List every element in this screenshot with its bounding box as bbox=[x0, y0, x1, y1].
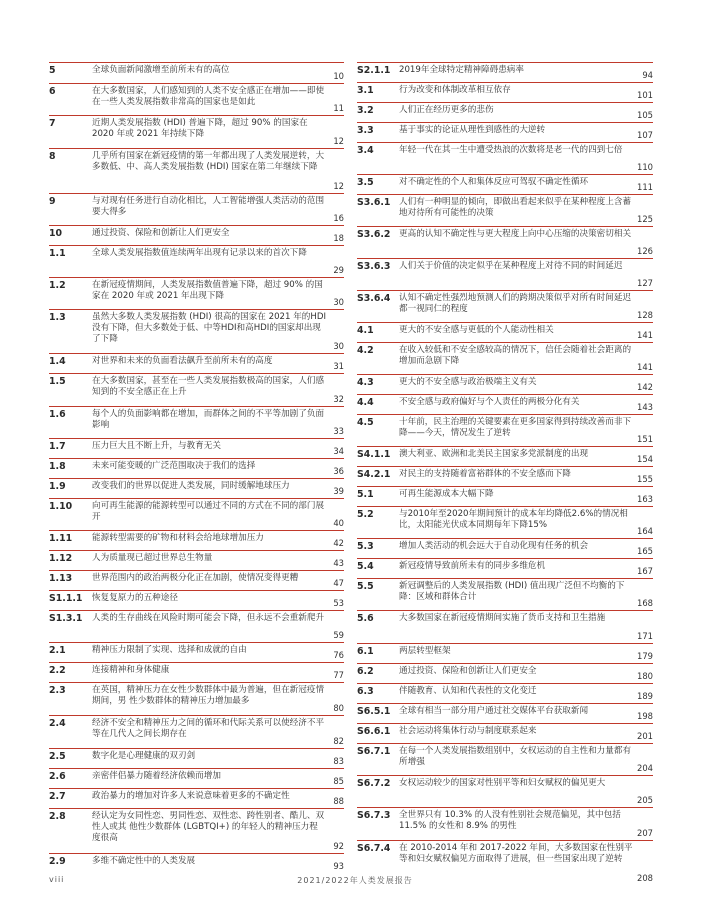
figure-number: 5.6 bbox=[357, 613, 374, 624]
toc-entry[interactable] bbox=[49, 662, 344, 682]
figure-number: S1.1.1 bbox=[49, 593, 83, 604]
figure-title: 数字化是心理健康的双刃剑 bbox=[92, 751, 196, 761]
toc-entry[interactable] bbox=[357, 194, 653, 226]
page-ref: 39 bbox=[333, 486, 344, 496]
toc-entry[interactable] bbox=[49, 530, 344, 550]
toc-entry[interactable] bbox=[357, 558, 653, 578]
toc-entry[interactable] bbox=[49, 193, 344, 225]
page-ref: 36 bbox=[333, 466, 344, 476]
figure-title: 人为质量现已超过世界总生物量 bbox=[92, 553, 213, 563]
page-ref: 11 bbox=[333, 103, 344, 113]
toc-entry[interactable] bbox=[357, 342, 653, 374]
figure-number: 6.1 bbox=[357, 646, 374, 657]
page-ref: 18 bbox=[333, 233, 344, 243]
toc-entry[interactable] bbox=[357, 258, 653, 290]
figure-number: 2.6 bbox=[49, 771, 66, 782]
toc-entry[interactable] bbox=[49, 353, 344, 373]
figure-title: 通过投资、保险和创新让人们更安全 bbox=[92, 228, 230, 238]
figure-title: 社会运动将集体行动与制度联系起来 bbox=[399, 726, 537, 736]
figure-number: S2.1.1 bbox=[357, 65, 391, 76]
figure-title: 全世界只有 10.3% 的人没有性别社会规范偏见，其中包括 11.5% 的女性和 8.9% 的男性 bbox=[399, 810, 621, 832]
toc-entry[interactable] bbox=[357, 466, 653, 486]
report-title: 2021/2022年人类发展报告 bbox=[297, 876, 413, 885]
toc-entry[interactable] bbox=[357, 142, 653, 174]
page-ref: 189 bbox=[637, 691, 653, 701]
figure-number: 2.2 bbox=[49, 665, 66, 676]
figure-number: 2.3 bbox=[49, 685, 66, 696]
toc-entry[interactable] bbox=[357, 174, 653, 194]
figure-number: S6.7.4 bbox=[357, 843, 391, 854]
figure-title: 不安全感与政府偏好与个人责任的两极分化有关 bbox=[399, 397, 580, 407]
figure-title: 连接精神和身体健康 bbox=[92, 665, 170, 675]
figure-title: 可再生能源成本大幅下降 bbox=[399, 489, 494, 499]
figure-number: 1.9 bbox=[49, 481, 66, 492]
figure-title: 与对现有任务进行自动化相比，人工智能增强人类活动的范围要大得多 bbox=[92, 196, 325, 218]
toc-entry[interactable] bbox=[357, 290, 653, 322]
toc-entry[interactable] bbox=[357, 723, 653, 743]
figure-title: 对民主的支持随着富裕群体的不安全感而下降 bbox=[399, 469, 571, 479]
figure-title: 两层转型框架 bbox=[399, 646, 451, 656]
page-ref: 83 bbox=[333, 756, 344, 766]
figure-number: 4.2 bbox=[357, 345, 374, 356]
toc-entry[interactable] bbox=[49, 62, 344, 83]
page-ref: 198 bbox=[637, 711, 653, 721]
figure-number: 5.2 bbox=[357, 509, 374, 520]
figure-title: 年轻一代在其一生中遭受热浪的次数将是老一代的四到七倍 bbox=[399, 145, 623, 155]
figure-number: S6.7.2 bbox=[357, 778, 391, 789]
page-ref: 167 bbox=[637, 566, 653, 576]
figure-number: 2.1 bbox=[49, 645, 66, 656]
page-ref: 168 bbox=[637, 598, 653, 608]
page-ref: 59 bbox=[333, 630, 344, 640]
figure-title: 向可再生能源的能源转型可以通过不同的方式在不同的部门展开 bbox=[92, 501, 325, 523]
figure-number: 1.4 bbox=[49, 356, 66, 367]
figure-title: 改变我们的世界以促进人类发展，同时缓解地球压力 bbox=[92, 481, 290, 491]
figure-number: 1.12 bbox=[49, 553, 73, 564]
figure-title: 能源转型需要的矿物和材料会给地球增加压力 bbox=[92, 533, 264, 543]
toc-entry[interactable] bbox=[49, 550, 344, 570]
page-ref: 179 bbox=[637, 651, 653, 661]
figure-number: 1.1 bbox=[49, 248, 66, 259]
figure-title: 人类的生存曲线在风险时期可能会下降，但永远不会重新爬升 bbox=[92, 613, 325, 623]
figure-number: 8 bbox=[49, 151, 56, 162]
page-ref: 128 bbox=[637, 310, 653, 320]
toc-entry[interactable] bbox=[357, 446, 653, 466]
page-ref: 180 bbox=[637, 671, 653, 681]
figure-title: 世界范围内的政治两极分化正在加剧，使情况变得更糟 bbox=[92, 573, 299, 583]
page-ref: 32 bbox=[333, 394, 344, 404]
figure-title: 基于事实的论证从理性到感性的大逆转 bbox=[399, 125, 546, 135]
toc-entry[interactable] bbox=[49, 245, 344, 277]
figure-title: 精神压力限制了实现、选择和成就的自由 bbox=[92, 645, 247, 655]
figure-title: 新冠调整后的人类发展指数 (HDI) 值出现广泛但不均衡的下降：区域和群体合计 bbox=[399, 581, 625, 603]
figure-title: 人们有一种明显的倾向，即做出看起来似乎在某种程度上含蓄地对待所有可能性的决策 bbox=[399, 197, 632, 219]
page-ref: 85 bbox=[333, 776, 344, 786]
toc-entry[interactable] bbox=[49, 148, 344, 193]
toc-entry[interactable] bbox=[357, 807, 653, 840]
toc-entry[interactable] bbox=[357, 226, 653, 258]
toc-entry[interactable] bbox=[357, 102, 653, 122]
figure-number: 2.5 bbox=[49, 751, 66, 762]
toc-entry[interactable] bbox=[357, 62, 653, 82]
page-ref: 42 bbox=[333, 538, 344, 548]
figure-number: S3.6.1 bbox=[357, 197, 391, 208]
figure-number: S4.1.1 bbox=[357, 449, 391, 460]
toc-entry[interactable] bbox=[357, 703, 653, 723]
figure-number: 3.3 bbox=[357, 125, 374, 136]
page-ref: 126 bbox=[637, 246, 653, 256]
toc-entry[interactable] bbox=[49, 788, 344, 808]
toc-column-left bbox=[49, 62, 344, 873]
toc-entry[interactable] bbox=[357, 683, 653, 703]
figure-title: 2019年全球特定精神障碍患病率 bbox=[399, 65, 524, 75]
toc-entry[interactable] bbox=[49, 642, 344, 662]
figure-title: 在新冠疫情期间，人类发展指数值普遍下降，超过 90% 的国家在 2020 年或 2021 年出现下降 bbox=[92, 280, 323, 302]
page-ref: 201 bbox=[637, 731, 653, 741]
page-ref: 207 bbox=[637, 828, 653, 838]
page-ref: 171 bbox=[637, 631, 653, 641]
figure-number: 7 bbox=[49, 118, 56, 129]
figure-title: 更大的不安全感与更低的个人能动性相关 bbox=[399, 325, 554, 335]
toc-entry[interactable] bbox=[357, 643, 653, 663]
figure-number: S6.7.3 bbox=[357, 810, 391, 821]
page-ref: 155 bbox=[637, 474, 653, 484]
figure-title: 多维不确定性中的人类发展 bbox=[92, 856, 196, 866]
figure-title: 认知不确定性强烈地预测人们的跨期决策似乎对所有时间延迟都一视同仁的程度 bbox=[399, 293, 632, 315]
figure-title: 对世界和未来的负面看法飙升至前所未有的高度 bbox=[92, 356, 273, 366]
figure-number: 1.7 bbox=[49, 441, 66, 452]
toc-entry[interactable] bbox=[49, 277, 344, 309]
toc-entry[interactable] bbox=[357, 122, 653, 142]
toc-entry[interactable] bbox=[357, 578, 653, 610]
figure-number: 4.5 bbox=[357, 417, 374, 428]
figure-title: 伴随教育、认知和代表性的文化变迁 bbox=[399, 686, 537, 696]
figure-number: 2.7 bbox=[49, 791, 66, 802]
toc-entry[interactable] bbox=[357, 374, 653, 394]
figure-number: 1.5 bbox=[49, 376, 66, 387]
page-ref: 53 bbox=[333, 598, 344, 608]
toc-column-right bbox=[357, 62, 653, 885]
page-ref: 82 bbox=[333, 736, 344, 746]
page-ref: 47 bbox=[333, 578, 344, 588]
page-ref: 151 bbox=[637, 434, 653, 444]
figure-title: 全球负面新闻激增至前所未有的高位 bbox=[92, 65, 230, 75]
page-ref: 164 bbox=[637, 526, 653, 536]
page-ref: 29 bbox=[333, 265, 344, 275]
page-ref: 40 bbox=[333, 518, 344, 528]
figure-number: 2.4 bbox=[49, 718, 66, 729]
figure-title: 行为改变和体制改革相互依存 bbox=[399, 85, 511, 95]
figure-title: 恢复复原力的五种途径 bbox=[92, 593, 178, 603]
page-ref: 94 bbox=[642, 70, 653, 80]
figure-title: 几乎所有国家在新冠疫情的第一年都出现了人类发展逆转，大多数低、中、高人类发展指数 (HDI) 国家在第二年继续下降 bbox=[92, 151, 325, 173]
figure-title: 与2010年至2020年期间预计的成本年均降低2.6%的情况相比，太阳能光伏成本同期每年下降15% bbox=[399, 509, 628, 531]
figure-number: S3.6.2 bbox=[357, 229, 391, 240]
figure-title: 女权运动较少的国家对性别平等和妇女赋权的偏见更大 bbox=[399, 778, 606, 788]
figure-title: 亲密伴侣暴力随着经济依赖而增加 bbox=[92, 771, 221, 781]
toc-entry[interactable] bbox=[357, 775, 653, 807]
figure-title: 大多数国家在新冠疫情期间实施了货币支持和卫生措施 bbox=[399, 613, 606, 623]
figure-title: 通过投资、保险和创新让人们更安全 bbox=[399, 666, 537, 676]
figure-number: S6.7.1 bbox=[357, 746, 391, 757]
page-ref: 93 bbox=[333, 861, 344, 871]
page-ref: 33 bbox=[333, 426, 344, 436]
figure-number: 3.1 bbox=[357, 85, 374, 96]
toc-entry[interactable] bbox=[49, 458, 344, 478]
figure-title: 在大多数国家，人们感知到的人类不安全感正在增加——即使在一些人类发展指数非常高的国家也是如此 bbox=[92, 86, 325, 108]
page-ref: 141 bbox=[637, 330, 653, 340]
page-ref: 80 bbox=[333, 703, 344, 713]
toc-entry[interactable] bbox=[357, 486, 653, 506]
page-ref: 101 bbox=[637, 90, 653, 100]
figure-title: 澳大利亚、欧洲和北美民主国家多党派制度的出现 bbox=[399, 449, 589, 459]
toc-entry[interactable] bbox=[49, 590, 344, 610]
toc-entry[interactable] bbox=[49, 808, 344, 853]
toc-entry[interactable] bbox=[49, 682, 344, 715]
figure-title: 全球人类发展指数值连续两年出现有记录以来的首次下降 bbox=[92, 248, 307, 258]
figure-number: 1.11 bbox=[49, 533, 73, 544]
figure-number: 6 bbox=[49, 86, 56, 97]
figure-title: 每个人的负面影响都在增加，而群体之间的不平等加剧了负面影响 bbox=[92, 409, 325, 431]
toc-entry[interactable] bbox=[49, 498, 344, 530]
toc-entry[interactable] bbox=[357, 322, 653, 342]
page-ref: 92 bbox=[333, 841, 344, 851]
toc-entry[interactable] bbox=[49, 83, 344, 115]
page-ref: 31 bbox=[333, 361, 344, 371]
page-ref: 43 bbox=[333, 558, 344, 568]
toc-entry[interactable] bbox=[49, 748, 344, 768]
page-ref: 12 bbox=[333, 181, 344, 191]
figure-number: 3.5 bbox=[357, 177, 374, 188]
figure-number: 10 bbox=[49, 228, 63, 239]
page-ref: 204 bbox=[637, 763, 653, 773]
figure-title: 人们关于价值的决定似乎在某种程度上对待不同的时间延迟 bbox=[399, 261, 623, 271]
figure-number: 1.8 bbox=[49, 461, 66, 472]
figure-title: 在收入较低和不安全感较高的情况下，信任会随着社会距离的增加而急剧下降 bbox=[399, 345, 632, 367]
toc-entry[interactable] bbox=[357, 506, 653, 538]
page-ref: 143 bbox=[637, 402, 653, 412]
figure-number: 1.13 bbox=[49, 573, 73, 584]
figure-title: 在 2010-2014 年和 2017-2022 年间，大多数国家在性别平等和妇女赋权偏见方面取得了进展，但一些国家出现了逆转 bbox=[399, 843, 633, 865]
figure-number: 5.5 bbox=[357, 581, 374, 592]
figure-number: S3.6.4 bbox=[357, 293, 391, 304]
figure-number: 4.4 bbox=[357, 397, 374, 408]
toc-entry[interactable] bbox=[357, 663, 653, 683]
page-ref: 30 bbox=[333, 341, 344, 351]
figure-number: 1.10 bbox=[49, 501, 73, 512]
page-ref: 208 bbox=[637, 873, 653, 883]
figure-number: 6.3 bbox=[357, 686, 374, 697]
page-ref: 77 bbox=[333, 670, 344, 680]
figure-title: 在大多数国家，甚至在一些人类发展指数极高的国家，人们感知到的不安全感正在上升 bbox=[92, 376, 325, 398]
figure-title: 压力巨大且不断上升，与教育无关 bbox=[92, 441, 221, 451]
toc-entry[interactable] bbox=[49, 715, 344, 748]
toc-entry[interactable] bbox=[357, 394, 653, 414]
figure-number: 1.6 bbox=[49, 409, 66, 420]
page-ref: 16 bbox=[333, 213, 344, 223]
figure-title: 在每一个人类发展指数组别中，女权运动的自主性和力量都有所增强 bbox=[399, 746, 632, 768]
toc-entry[interactable] bbox=[49, 610, 344, 642]
page-ref: 12 bbox=[333, 136, 344, 146]
page-ref: 110 bbox=[637, 162, 653, 172]
toc-entry[interactable] bbox=[49, 570, 344, 590]
figure-title: 在英国，精神压力在女性少数群体中最为普遍，但在新冠疫情期间，男 性少数群体的精神压力增加最多 bbox=[92, 685, 325, 707]
figure-number: 1.2 bbox=[49, 280, 66, 291]
page-number: viii bbox=[49, 875, 65, 884]
figure-number: 2.9 bbox=[49, 856, 66, 867]
toc-entry[interactable] bbox=[49, 115, 344, 148]
figure-title: 经认定为女同性恋、男同性恋、双性恋、跨性别者、酷儿、双性人或其 他性少数群体 (LGBTQI+) 的年轻人的精神压力程度很高 bbox=[92, 811, 325, 844]
figure-title: 对不确定性的个人和集体反应可驾驭不确定性循环 bbox=[399, 177, 589, 187]
figure-number: 5 bbox=[49, 65, 56, 76]
figure-title: 虽然大多数人类发展指数 (HDI) 很高的国家在 2021 年的HDI没有下降，但大多数处于低、中等HDI和高HDI的国家却出现了下降 bbox=[92, 312, 327, 345]
page-ref: 88 bbox=[333, 796, 344, 806]
toc-entry[interactable] bbox=[49, 225, 344, 245]
figure-number: S3.6.3 bbox=[357, 261, 391, 272]
toc-entry[interactable] bbox=[357, 82, 653, 102]
figure-title: 经济不安全和精神压力之间的循环和代际关系可以使经济不平等在几代人之间长期存在 bbox=[92, 718, 325, 740]
figure-number: 5.3 bbox=[357, 541, 374, 552]
figure-number: 2.8 bbox=[49, 811, 66, 822]
toc-entry[interactable] bbox=[49, 373, 344, 406]
page-ref: 10 bbox=[333, 71, 344, 81]
figure-number: 4.1 bbox=[357, 325, 374, 336]
figure-title: 全球有相当一部分用户通过社交媒体平台获取新闻 bbox=[399, 706, 589, 716]
page-ref: 141 bbox=[637, 362, 653, 372]
figure-title: 更高的认知不确定性与更大程度上向中心压缩的决策密切相关 bbox=[399, 229, 632, 239]
toc-entry[interactable] bbox=[357, 538, 653, 558]
page-ref: 165 bbox=[637, 546, 653, 556]
figure-title: 人们正在经历更多的悲伤 bbox=[399, 105, 494, 115]
toc-entry[interactable] bbox=[357, 743, 653, 775]
toc-entry[interactable] bbox=[357, 414, 653, 446]
toc-entry[interactable] bbox=[49, 309, 344, 353]
page-ref: 111 bbox=[637, 182, 653, 192]
figure-number: S4.2.1 bbox=[357, 469, 391, 480]
toc-entry[interactable] bbox=[49, 853, 344, 873]
figure-title: 更大的不安全感与政治极端主义有关 bbox=[399, 377, 537, 387]
figure-number: 1.3 bbox=[49, 312, 66, 323]
page-ref: 205 bbox=[637, 795, 653, 805]
page-ref: 142 bbox=[637, 382, 653, 392]
figure-number: 6.2 bbox=[357, 666, 374, 677]
figure-number: 9 bbox=[49, 196, 56, 207]
figure-title: 未来可能变暖的广泛范围取决于我们的选择 bbox=[92, 461, 256, 471]
figure-title: 增加人类活动的机会远大于自动化现有任务的机会 bbox=[399, 541, 589, 551]
page-ref: 154 bbox=[637, 454, 653, 464]
toc-entry[interactable] bbox=[49, 406, 344, 438]
figure-number: 4.3 bbox=[357, 377, 374, 388]
figure-number: 5.1 bbox=[357, 489, 374, 500]
figure-number: 5.4 bbox=[357, 561, 374, 572]
figure-number: S1.3.1 bbox=[49, 613, 83, 624]
toc-entry[interactable] bbox=[49, 768, 344, 788]
figure-number: S6.5.1 bbox=[357, 706, 391, 717]
figure-number: 3.4 bbox=[357, 145, 374, 156]
page-ref: 34 bbox=[333, 446, 344, 456]
page-ref: 76 bbox=[333, 650, 344, 660]
figure-title: 政治暴力的增加对许多人来说意味着更多的不确定性 bbox=[92, 791, 290, 801]
page-ref: 127 bbox=[637, 278, 653, 288]
figure-number: 3.2 bbox=[357, 105, 374, 116]
page-ref: 163 bbox=[637, 494, 653, 504]
toc-entry[interactable] bbox=[357, 610, 653, 643]
page-ref: 105 bbox=[637, 110, 653, 120]
toc-entry[interactable] bbox=[49, 478, 344, 498]
figure-title: 十年前，民主治理的关键要素在更多国家得到持续改善而非下降——今天，情况发生了逆转 bbox=[399, 417, 632, 439]
figure-number: S6.6.1 bbox=[357, 726, 391, 737]
page-ref: 107 bbox=[637, 130, 653, 140]
toc-entry[interactable] bbox=[49, 438, 344, 458]
page-ref: 125 bbox=[637, 214, 653, 224]
figure-title: 近期人类发展指数 (HDI) 普遍下降，超过 90% 的国家在 2020 年或 2021 年持续下降 bbox=[92, 118, 308, 140]
figure-title: 新冠疫情导致前所未有的同步多维危机 bbox=[399, 561, 546, 571]
page-ref: 30 bbox=[333, 297, 344, 307]
